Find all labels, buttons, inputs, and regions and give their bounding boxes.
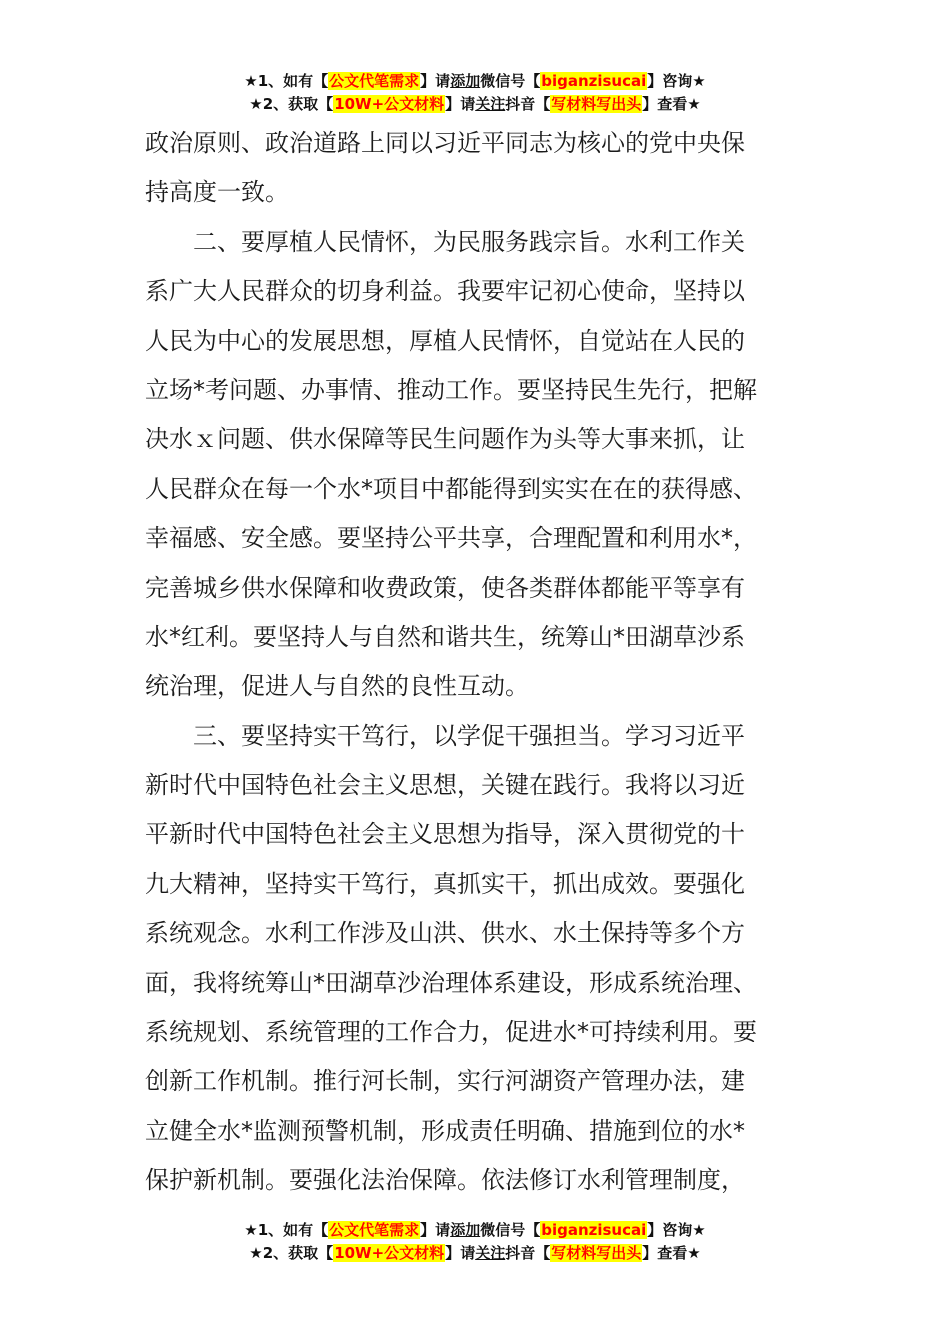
text-line: 决水ｘ问题、供水保障等民生问题作为头等大事来抓，让: [145, 425, 745, 454]
banner-text: ★2、获取【: [249, 1244, 334, 1262]
banner-text-underlined: 关注: [475, 95, 506, 113]
text-line: 系统规划、系统管理的工作合力，促进水*可持续利用。要: [145, 1018, 757, 1047]
text-line: 面，我将统筹山*田湖草沙治理体系建设，形成系统治理、: [145, 968, 757, 997]
banner-text-underlined: 关注: [475, 1244, 506, 1262]
banner-text: 】请: [420, 72, 451, 90]
text-line: 人民为中心的发展思想，厚植人民情怀，自觉站在人民的: [145, 326, 745, 355]
banner-text-underlined: 添加: [450, 1221, 481, 1239]
highlight-wechat-id: biganzisucai: [541, 1221, 647, 1239]
text-line: 立健全水*监测预警机制，形成责任明确、措施到位的水*: [145, 1116, 745, 1145]
text-line: 系统观念。水利工作涉及山洪、供水、水土保持等多个方: [145, 919, 745, 948]
banner-text: 】请: [445, 1244, 476, 1262]
text-line: 系广大人民群众的切身利益。我要牢记初心使命，坚持以: [145, 277, 745, 306]
banner-text: ★1、如有【: [244, 1221, 329, 1239]
banner-text: 】请: [420, 1221, 451, 1239]
text-line: 平新时代中国特色社会主义思想为指导，深入贯彻党的十: [145, 820, 745, 849]
text-line: 新时代中国特色社会主义思想，关键在践行。我将以习近: [145, 771, 745, 800]
text-line: 立场*考问题、办事情、推动工作。要坚持民生先行，把解: [145, 375, 757, 404]
banner-text: 】查看★: [642, 1244, 701, 1262]
banner-line-2: [0, 1242, 950, 1265]
text-line: 创新工作机制。推行河长制，实行河湖资产管理办法，建: [145, 1067, 745, 1096]
paragraph-heading-line: 三、要坚持实干笃行，以学促干强担当。学习习近平: [145, 721, 745, 750]
text-line: 政治原则、政治道路上同以习近平同志为核心的党中央保: [145, 129, 745, 157]
text-line: 九大精神，坚持实干笃行，真抓实干，抓出成效。要强化: [145, 869, 745, 898]
highlight-service: 公文代笔需求: [329, 72, 420, 90]
highlight-materials: 10W+公文材料: [334, 95, 445, 113]
banner-text: ★1、如有【: [244, 72, 329, 90]
text-line: 幸福感、安全感。要坚持公平共享，合理配置和利用水*，: [145, 524, 757, 553]
banner-text-underlined: 添加: [450, 72, 481, 90]
highlight-douyin: 写材料写出头: [551, 95, 642, 113]
banner-line-2: [0, 93, 950, 116]
highlight-materials: 10W+公文材料: [334, 1244, 445, 1262]
banner-line-1: [0, 70, 950, 93]
text-line: 持高度一致。: [145, 178, 289, 207]
document-body: [145, 119, 805, 1206]
text-line: 统治理，促进人与自然的良性互动。: [145, 672, 529, 701]
banner-text: 】请: [445, 95, 476, 113]
banner-text: 】查看★: [642, 95, 701, 113]
header-banner: [0, 70, 950, 116]
banner-text: 抖音【: [505, 95, 551, 113]
highlight-service: 公文代笔需求: [329, 1221, 420, 1239]
banner-line-1: [0, 1219, 950, 1242]
text-line: 水*红利。要坚持人与自然和谐共生，统筹山*田湖草沙系: [145, 622, 745, 651]
banner-text: 微信号【: [480, 1221, 541, 1239]
paragraph-heading-line: 二、要厚植人民情怀，为民服务践宗旨。水利工作关: [145, 227, 745, 256]
banner-text: ★2、获取【: [249, 95, 334, 113]
banner-text: 抖音【: [505, 1244, 551, 1262]
highlight-douyin: 写材料写出头: [551, 1244, 642, 1262]
text-line: 保护新机制。要强化法治保障。依法修订水利管理制度，: [145, 1166, 745, 1195]
banner-text: 】咨询★: [647, 1221, 706, 1239]
text-line: 人民群众在每一个水*项目中都能得到实实在在的获得感、: [145, 474, 757, 503]
banner-text: 微信号【: [480, 72, 541, 90]
banner-text: 】咨询★: [647, 72, 706, 90]
text-line: 完善城乡供水保障和收费政策，使各类群体都能平等享有: [145, 573, 745, 602]
highlight-wechat-id: biganzisucai: [541, 72, 647, 90]
footer-banner: [0, 1219, 950, 1265]
